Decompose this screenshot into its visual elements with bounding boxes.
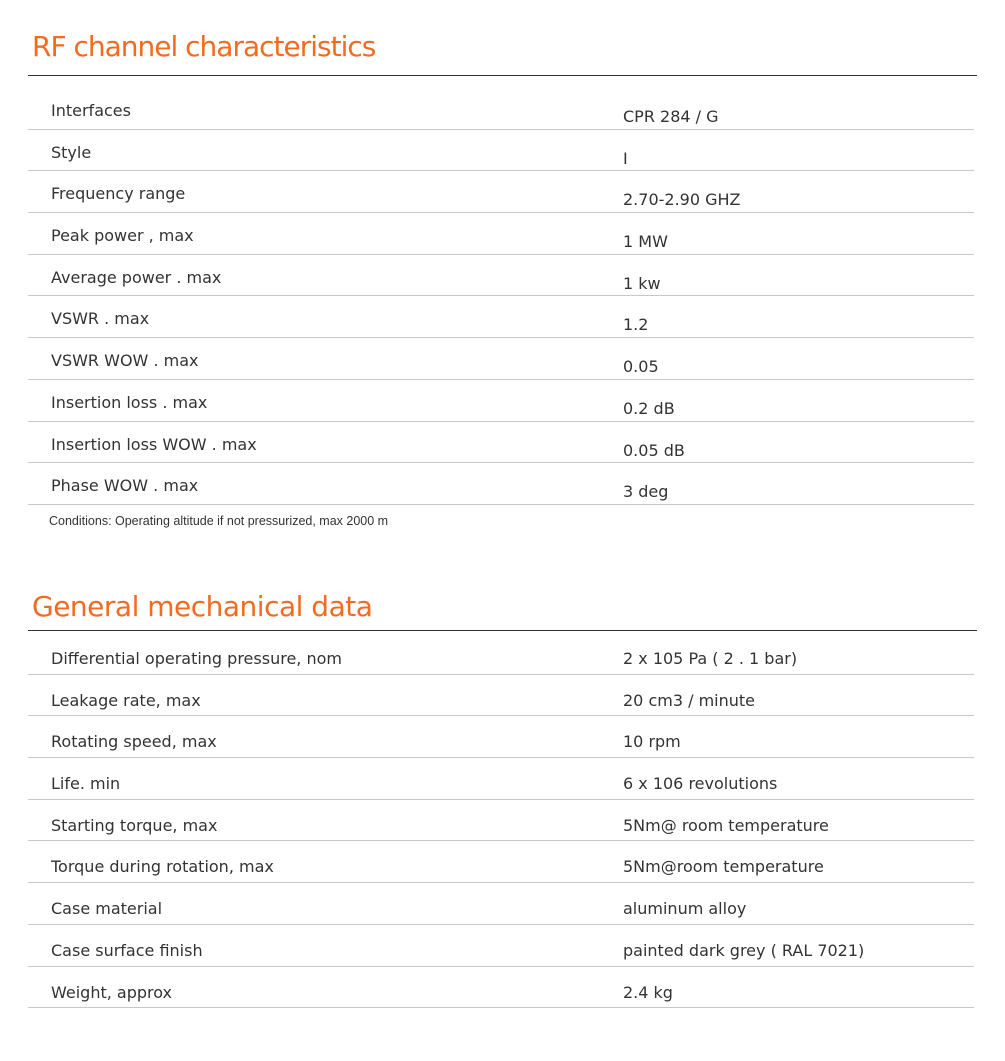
spec-row-case-material [28, 883, 974, 925]
mech-title-rule [28, 630, 977, 631]
spec-label: VSWR . max [51, 309, 150, 329]
spec-row-insertion-loss [28, 380, 974, 422]
spec-row-phase-wow [28, 463, 974, 505]
spec-row-starting-torque [28, 800, 974, 842]
spec-value: painted dark grey ( RAL 7021) [623, 940, 865, 960]
spec-label: Torque during rotation, max [51, 857, 274, 877]
spec-value: 10 rpm [623, 732, 681, 752]
spec-label: Phase WOW . max [51, 476, 199, 496]
spec-row-frequency-range [28, 171, 974, 213]
spec-label: Differential operating pressure, nom [51, 649, 342, 668]
spec-label: Weight, approx [51, 982, 173, 1002]
spec-label: Rotating speed, max [51, 732, 217, 752]
spec-value: 2 x 105 Pa ( 2 . 1 bar) [623, 649, 798, 668]
mech-section-title: General mechanical data [32, 590, 373, 623]
conditions-note: Conditions: Operating altitude if not pressurized, max 2000 m [49, 514, 389, 528]
rf-spec-table [28, 88, 974, 505]
spec-value: 1 MW [623, 232, 668, 252]
spec-value: 5Nm@room temperature [623, 857, 824, 877]
spec-label: Case surface finish [51, 940, 203, 960]
spec-row-life [28, 758, 974, 800]
spec-row-case-surface-finish [28, 925, 974, 967]
spec-row-style [28, 130, 974, 172]
spec-label: Insertion loss WOW . max [51, 434, 257, 454]
spec-label: Starting torque, max [51, 815, 218, 835]
spec-value: 6 x 106 revolutions [623, 774, 778, 794]
spec-value: 0.05 dB [623, 440, 685, 460]
spec-value: aluminum alloy [623, 899, 747, 919]
spec-value: 2.70-2.90 GHZ [623, 190, 741, 210]
spec-label: Style [51, 142, 92, 162]
spec-row-weight [28, 967, 974, 1009]
spec-value: 5Nm@ room temperature [623, 815, 829, 835]
spec-value: I [623, 148, 628, 168]
spec-value: 0.2 dB [623, 398, 675, 418]
spec-row-peak-power [28, 213, 974, 255]
spec-value: 0.05 [623, 357, 659, 377]
spec-row-average-power [28, 255, 974, 297]
rf-section-title: RF channel characteristics [32, 30, 376, 63]
spec-label: Leakage rate, max [51, 690, 201, 710]
spec-label: Case material [51, 899, 163, 919]
spec-label: Frequency range [51, 184, 186, 204]
spec-value: 1.2 [623, 315, 649, 335]
spec-label: Peak power , max [51, 226, 194, 246]
spec-value: 1 kw [623, 273, 661, 293]
spec-value: 2.4 kg [623, 982, 673, 1002]
spec-row-interfaces [28, 88, 974, 130]
spec-row-vswr-wow [28, 338, 974, 380]
rf-title-rule [28, 75, 977, 76]
spec-label: Insertion loss . max [51, 392, 208, 412]
spec-row-insertion-loss-wow [28, 422, 974, 464]
spec-row-differential-pressure [28, 633, 974, 675]
spec-row-torque-rotation [28, 841, 974, 883]
spec-row-leakage-rate [28, 675, 974, 717]
spec-row-vswr [28, 296, 974, 338]
spec-label: VSWR WOW . max [51, 351, 199, 371]
spec-label: Average power . max [51, 267, 222, 287]
spec-value: 20 cm3 / minute [623, 690, 755, 710]
mech-spec-table [28, 633, 974, 1008]
spec-row-rotating-speed [28, 716, 974, 758]
spec-label: Interfaces [51, 101, 131, 120]
spec-value: 3 deg [623, 482, 669, 502]
spec-label: Life. min [51, 774, 121, 794]
spec-value: CPR 284 / G [623, 107, 719, 126]
